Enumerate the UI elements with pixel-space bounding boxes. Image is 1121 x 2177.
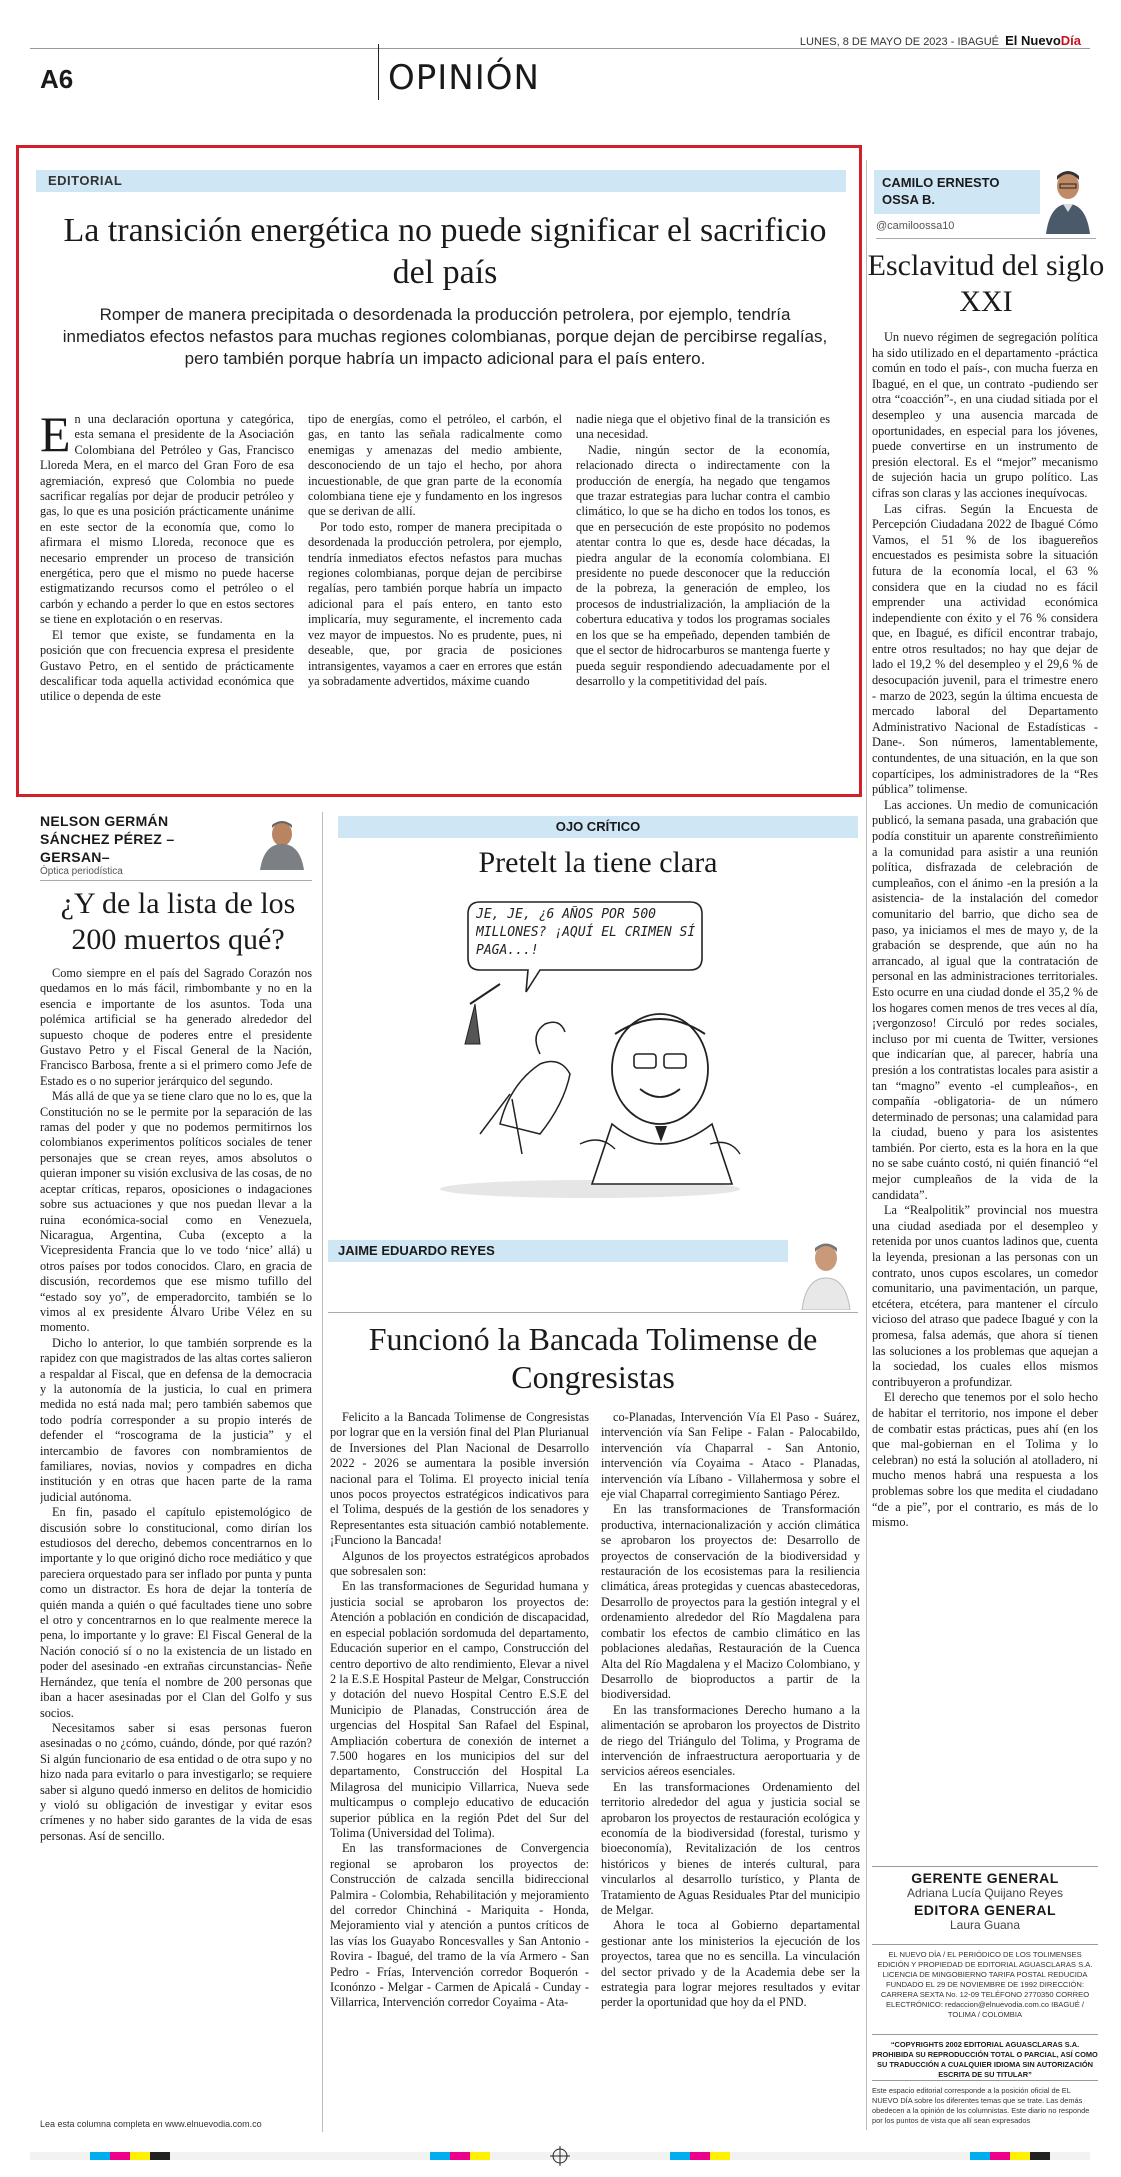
columnist-photo-ossa xyxy=(1040,160,1096,234)
column-name-label: Óptica periodística xyxy=(40,866,123,877)
columnist-photo-gersan xyxy=(250,812,310,870)
paragraph: Ahora le toca al Gobierno departamental gestionar ante los ministerios la ejecución de los proyectos, tarea que no es sencilla. La vinculación del sector privado y de la Academia debe ser la estrategia para lograr mejores resultados y evitar perder la oportunidad que hoy da el PND. xyxy=(601,1918,860,2010)
cartoon-illustration xyxy=(440,894,770,1204)
paragraph: En las transformaciones de Seguridad humana y justicia social se aprobaron los proyectos de: Atención a población en condición de discapacidad, en especial población sordomuda del departamento, Educación superior en el campo, Construcción del centro deportivo de alto rendimiento, Elevar a nivel 2 la E.S.E Hospital Pasteur de Melgar, Construcción y dotación del nuevo Hospital Centro E.S.E del Municipio de Planadas, Construcción área de urgencias del Hospital San Rafael del Espinal, Ampliación cobertura de conexión de internet a 7.500 hogares en los municipios del sur del departamento, Construcción del Hospital La Milagrosa del municipio Villarrica, Nueva sede multicampus o complejo educativo de educación superior pública en la región Pdet del Sur del Tolima (Universidad del Tolima). xyxy=(330,1579,589,1840)
paragraph: tipo de energías, como el petróleo, el carbón, el gas, en tanto las señala radicalmente como enemigas y amenazas del medio ambiente, desconociendo de un tajo el hecho, por ahora incuestionable, de que gran parte de la economía colombiana tiene eje y fundamento en los ingresos que se derivan de allí. xyxy=(308,412,562,519)
paragraph: La “Realpolitik” provincial nos muestra una ciudad asediada por el desempleo y retenida por unos cuantos ladinos que, cuenta la leyenda, presionan a las personas con un contrato, unos cupos escolares, un comedor comunitario, una pavimentación, un parque, etcétera, etcétera, para mantener el círculo vicioso del atraso que padece Ibagué y con la promesa, falsa además, que ahora sí tienen las soluciones a los problemas que aquejan a la sociedad, los cuales ellos mismos contribuyeron a profundizar. xyxy=(872,1203,1098,1389)
paragraph: El temor que existe, se fundamenta en la posición que con frecuencia expresa el presidente Gustavo Petro, en el sentido de prácticamente descalificar toda aquella actividad económica que utilice o dependa de este xyxy=(40,627,294,704)
imprint: EL NUEVO DÍA / EL PERIÓDICO DE LOS TOLIMENSES EDICIÓN Y PROPIEDAD DE EDITORIAL AGUASCLARAS S.A. LICENCIA DE MINGOBIERNO TARIFA POSTAL REDUCIDA FUNDADO EL 29 DE NOVIEMBRE DE 1992 DIRECCIÓN: CARRERA SEXTA No. 12-09 TELÉFONO 2770350 CORREO ELECTRÓNICO: redaccion@elnuevodia.com.co IBAGUÉ / TOLIMA / COLOMBIA xyxy=(877,1950,1093,2019)
columnist-name-reyes: JAIME EDUARDO REYES xyxy=(328,1240,788,1262)
column-body-bancada xyxy=(330,1410,860,2122)
page-number: A6 xyxy=(40,64,74,94)
paragraph: nadie niega que el objetivo final de la transición es una necesidad. xyxy=(576,412,830,442)
paragraph: En las transformaciones de Convergencia regional se aprobaron los proyectos de: Construcción de calzada sencilla bidireccional Palmira - Colombia, Rehabilitación y mejoramiento del corredor Chinchiná - Mariquita - Honda, Mejoramiento vial y atención a puntos críticos de las vías los Guayabo Roncesvalles y San Antonio - Rovira - Ibagué, del tramo de la vía Armero - San Pedro - Frías, Intervención corredor Boquerón - Iconónzo - Melgar - Carmen de Apicalá - Cunday - Villarrica, Intervención corredor Coyaima - Ata- xyxy=(330,1841,589,2010)
editorial-headline: La transición energética no puede significar el sacrificio del país xyxy=(63,212,827,291)
speech-bubble-text: JE, JE, ¿6 AÑOS POR 500 MILLONES? ¡AQUÍ EL CRIMEN SÍ PAGA...! xyxy=(476,907,696,958)
column-headline-esclavitud: Esclavitud del siglo XXI xyxy=(867,249,1105,318)
columnist-photo-reyes xyxy=(796,1232,856,1310)
paragraph: En las transformaciones Derecho humano a la alimentación se aprobaron los proyectos de Distrito de riego del Triángulo del Tolima, y Programa de intervención de infraestructura aeroportuaria y de servicios aéreos esenciales. xyxy=(601,1702,860,1779)
column-rule xyxy=(322,812,323,2132)
staff-role: EDITORA GENERAL xyxy=(913,1902,1057,1918)
bancada-column-1 xyxy=(330,1410,589,2122)
cartoon-title: Pretelt la tiene clara xyxy=(478,846,718,879)
divider xyxy=(872,2080,1098,2081)
columnist-name-ossa: CAMILO ERNESTO OSSA B. xyxy=(874,170,1042,214)
staff-person: Laura Guana xyxy=(949,1918,1021,1932)
read-more-link[interactable]: Lea esta columna completa en www.elnuevodia.com.co xyxy=(40,2119,262,2129)
editorial-column-2 xyxy=(308,412,562,782)
brand-name: El NuevoDía xyxy=(1005,33,1081,48)
divider xyxy=(872,2034,1098,2035)
paragraph: Por todo esto, romper de manera precipitada o desordenada la producción petrolera, por ejemplo, tendría inmediatos efectos nefastos para muchas regiones colombianas, porque dejan de percibirse regalías, pero también porque habría un impacto adicional para el país entero, en tanto esto implicaría, muy seguramente, el incremento cada vez mayor de impuestos. No es prudente, pues, ni deseable, que, por gracia de posiciones intransigentes, vayamos a caer en errores que están ya sobradamente advertidos, máxime cuando xyxy=(308,519,562,688)
bancada-column-2 xyxy=(601,1410,860,2122)
column-headline-200-muertos: ¿Y de la lista de los 200 muertos qué? xyxy=(60,887,296,956)
editorial-body xyxy=(40,412,830,782)
header-rule xyxy=(30,48,1090,49)
staff-box xyxy=(872,1870,1098,1934)
editorial-deck: Romper de manera precipitada o desordenada la producción petrolera, por ejemplo, tendría inmediatos efectos nefastos para muchas regiones colombianas, porque dejan de percibirse regalías, pero también porque habría un impacto adicional para el país entero. xyxy=(62,305,828,368)
divider xyxy=(872,1866,1098,1867)
column-body-200-muertos xyxy=(40,966,312,2116)
copyright-notice: “COPYRIGHTS 2002 EDITORIAL AGUASCLARAS S.A. PROHIBIDA SU REPRODUCCIÓN TOTAL O PARCIAL, ASÍ COMO SU TRADUCCIÓN A CUALQUIER IDIOMA SIN AUTORIZACIÓN ESCRITA DE SU TITULAR” xyxy=(872,2040,1098,2079)
paragraph: Las acciones. Un medio de comunicación publicó, la semana pasada, una grabación que podía constituir un aparente constreñimiento a la comunidad para asistir a una reunión política, disfrazada de celebración de cumpleaños, con el ánimo -en la presión a la asistencia- de la instalación del comedor comunitario del barrio, que dicho sea de paso, ya iniciamos el mes de mayo y, de la grabación se desprende, que aún no ha arrancado, al igual que la contratación de personal en las administraciones territoriales. Esto ocurre en una ciudad donde el 35,2 % de los hogares comen menos de tres veces al día, ¡vergonzoso! Circuló por redes sociales, incluso por mi cuenta de Twitter, versiones que indicarían que, al parecer, habría una presión a los contratistas locales para asistir a tan “magno” evento -el cumpleaños-, en compañía -obligatoria- de un número determinado de personas; una calamidad para la ciudad, bueno y para los asistentes también. Por cierto, esta es la hora en la que no se sabe cuánto costó, ni quién financió “el mejor cumpleaños de la vida de la candidata”. xyxy=(872,797,1098,1202)
paragraph: En las transformaciones de Transformación productiva, internacionalización y acción climática se aprobaron los proyectos de: Desarrollo de proyectos de conservación de la biodiversidad y restauración de los ecosistemas para la resiliencia climática, áreas protegidas y cuencas abastecedoras, Desarrollo de proyectos para la gestión integral y el ordenamiento alrededor del Río Magdalena para combatir los efectos de cambio climático en las poblaciones aledañas, Restauración de la Cuenca Alta del Río Magdalena y el Macizo Colombiano, y Desarrollo de bioproductos a partir de la biodiversidad. xyxy=(601,1502,860,1702)
editorial-disclaimer: Este espacio editorial corresponde a la posición oficial de EL NUEVO DÍA sobre los diferentes temas que se trate. Las demás obedecen a la opinión de los columnistas. Este diario no responde por los puntos de vista que allí sean expresados xyxy=(872,2086,1090,2125)
paragraph: n una declaración oportuna y categórica, esta semana el presidente de la Asociación Colombiana del Petróleo y Gas, Francisco Lloreda Mera, en el marco del Gran Foro de esa agremiación, expresó que Colombia no puede sacrificar regalías por dejar de producir petróleo y gas, lo que es una posición prácticamente unánime en este sector de la economía que, como lo afirmara el mismo Lloreda, reconoce que es necesario emprender un proceso de transición energética, pero que el mismo no puede hacerse estigmatizando recursos como el petróleo o el carbón y echando a perder lo que en estos sectores se tiene en explotación o en reservas. xyxy=(40,412,294,627)
paragraph: Un nuevo régimen de segregación política ha sido utilizado en el departamento -práctica común en todo el país-, con mucha fuerza en Ibagué, en el que, un contrato -pudiendo ser otra “coacción”-, en una ciudad sitiada por el desempleo y una ausencia marcada de oportunidades, en especial para los jóvenes, puede convertirse en un instrumento de presión electoral. Es el “mejor” mecanismo de sujeción hacia un grupo político. Las cifras son claras y las acciones inequívocas. xyxy=(872,330,1098,500)
paragraph: Dicho lo anterior, lo que también sorprende es la rapidez con que magistrados de las altas cortes salieron a respaldar al Fiscal, que en defensa de la democracia y la autonomía de la justicia, lo cual en primera medida no está nada mal; pero también sabemos que todo podría corresponder a su propio interés de defender el “roscograma de la justicia” y el intercambio de favores con nombramientos de familiares, novias, novios y compadres en dicha institución y en otras que hacen parte de la rama judicial autónoma. xyxy=(40,1335,312,1504)
paragraph: El derecho que tenemos por el solo hecho de habitar el territorio, nos impone el deber de combatir estas prácticas, pues ahí (en los que mal-gobiernan en el Tolima y lo celebran) no está la solución al atolladero, ni mucho menos habrá una respuesta a los problemas sobre los que medita el ciudadano “de a pie”, por el contrario, es más de lo mismo. xyxy=(872,1390,1098,1530)
paragraph: En las transformaciones Ordenamiento del territorio alrededor del agua y justicia social se aprobaron los proyectos de restauración ecológica y economía de la biodiversidad (forestal, turismo y bioeconomía), Revitalización de los centros históricos y bienes de interés cultural, para vincularlos al desarrollo turístico, y Planta de Tratamiento de Aguas Residuales Ptar del municipio de Melgar. xyxy=(601,1779,860,1917)
paragraph: Las cifras. Según la Encuesta de Percepción Ciudadana 2022 de Ibagué Cómo Vamos, el 51 % de los ibaguereños encuestados es pesimista sobre la situación futura de la economía local, el 63 % considera que en la ciudad no es fácil emprender una actividad económica independiente con éxito y el 76 % considera que, en Ibagué, es difícil encontrar trabajo, entre otros resultados; no hay que dejar de lado el 19,2 % del desempleo y el 29,6 % de desocupación juvenil, para el trimestre enero - marzo de 2023, según la última encuesta de mercado laboral del Departamento Administrativo Nacional de Estadísticas - Dane-. Son números, lamentablemente, contundentes, de una situación, en la que son copartícipes, los administradores de la “Res pública” tolimense. xyxy=(872,501,1098,797)
print-registration-bar xyxy=(30,2140,1090,2170)
paragraph: Algunos de los proyectos estratégicos aprobados que sobresalen son: xyxy=(330,1548,589,1579)
editorial-label: EDITORIAL xyxy=(36,170,846,192)
issue-date: LUNES, 8 DE MAYO DE 2023 - IBAGUÉ xyxy=(799,36,1000,48)
paragraph: Más allá de que ya se tiene claro que no lo es, que la Constitución no se le permite por la separación de las ramas del poder y que no podemos permitirnos los colombianos experimentos políticos sociales de tener personajes que se crean reyes, amos absolutos o quieran imponer su visión exclusiva de las cosas, de no aceptar críticas, reparos, oposiciones o indagaciones sobre sus actuaciones y que nos puedan llevar a la ruina económica-social como en Venezuela, Nicaragua, Argentina, Cuba (excepto a la Vicepresidenta Francia que lo ve todo ‘nice’ allá) u otros países por todos conocidos. Claro, en gracia de discusión, recordemos que ese mismo tufillo del “estado soy yo”, de emperadorcito, también se lo vimos al ex presidente Álvaro Uribe Vélez en su momento. xyxy=(40,1089,312,1335)
drop-cap: E xyxy=(40,412,71,462)
dateline xyxy=(800,33,1081,48)
paragraph: Felicito a la Bancada Tolimense de Congresistas por lograr que en la versión final del Plan Plurianual de Inversiones del Plan Nacional de Desarrollo 2022 - 2026 se aumentara la posible inversión nacional para el Tolima. El proyecto inicial tenía unos pocos proyectos estratégicos indicativos para el Tolima, después de la gestión de los senadores y Representantes esta situación cambió notablemente. ¡Funciono la Bancada! xyxy=(330,1410,589,1548)
staff-role: GERENTE GENERAL xyxy=(911,1870,1059,1886)
paragraph: En fin, pasado el capítulo epistemológico de discusión sobre lo constitucional, como dirían los estudiosos del derecho, debemos concentrarnos en lo importante y lo que originó dicho roce mediático y que pareciera orquestado para ser inflado por punta y punta como un distractor. Es hora de dejar la tontería de quién manda a quién o qué facultades tiene uno sobre el otro y concentrarnos en lo que realmente merece la pena, lo importante y lo grave: El Fiscal General de la Nación conoció sí o no la existencia de un listado en poder del asesinado -en extrañas circunstancias- Ñeñe Hernández, que tenía el nombre de 200 personas que iban a hacer asesinadas por el Clan del Golfo y sus socios. xyxy=(40,1505,312,1720)
column-rule xyxy=(866,160,867,2130)
divider xyxy=(876,238,1096,239)
divider xyxy=(40,880,312,881)
paragraph: Nadie, ningún sector de la economía, relacionado directa o indirectamente con la producción de energía, ha negado que tengamos que trazar estrategias para luchar contra el cambio climático, lo que se ha dicho en todos los tonos, es que en persecución de este propósito no podemos atentar contra lo que es, desde hace décadas, la piedra angular de la economía colombiana. El presidente no puede desconocer que la reducción de la pobreza, la generación de empleo, los procesos de industrialización, la ampliación de la cobertura educativa y todos los programas sociales en los que se ha empeñado, dependen también de que el sector de hidrocarburos se mantenga fuerte y pueda seguir respondiendo adecuadamente por el desarrollo y la competitividad del país. xyxy=(576,442,830,688)
cartoon-label: OJO CRÍTICO xyxy=(338,816,858,838)
section-title: OPINIÓN xyxy=(388,58,540,98)
column-body-esclavitud xyxy=(872,330,1098,1866)
section-divider xyxy=(378,44,379,100)
editorial-column-1 xyxy=(40,412,294,782)
paragraph: Necesitamos saber si esas personas fueron asesinadas o no ¿cómo, cuándo, dónde, por qué razón? Si algún funcionario de esa entidad o de otra supo y no hizo nada para evitarlo o para investigarlo; se requiere saber si alguno quedó inmerso en delitos de homicidio y violó su obligación de investigar y evitar esos crímenes y no haber sido garantes de la vida de esas personas. Así de sencillo. xyxy=(40,1720,312,1843)
columnist-name-gersan: NELSON GERMÁN SÁNCHEZ PÉREZ –GERSAN– xyxy=(40,813,175,865)
divider xyxy=(872,1944,1098,1945)
column-headline-bancada: Funcionó la Bancada Tolimense de Congresistas xyxy=(368,1321,818,1395)
editorial-column-3 xyxy=(576,412,830,782)
columnist-handle: @camiloossa10 xyxy=(876,220,955,232)
paragraph: co-Planadas, Intervención Vía El Paso - Suárez, intervención vía San Felipe - Falan - Palocabildo, intervención vía Chaparral - San Antonio, intervención vía Coyaima - Ataco - Planadas, intervención vía Líbano - Villahermosa y sobre el eje vial Chaparral corregimiento Santiago Pérez. xyxy=(601,1410,860,1502)
divider xyxy=(328,1312,858,1313)
paragraph: Como siempre en el país del Sagrado Corazón nos quedamos en lo más fácil, rimbombante y no en la esencia e importante de los asuntos. Toda una polémica artificial se ha generado alrededor del supuesto choque de poderes entre el presidente Gustavo Petro y el Fiscal General de la Nación, Francisco Barbosa, frente a si el primero como Jefe de Estado es o no superior jerárquico del segundo. xyxy=(40,966,312,1088)
staff-person: Adriana Lucía Quijano Reyes xyxy=(906,1886,1064,1900)
